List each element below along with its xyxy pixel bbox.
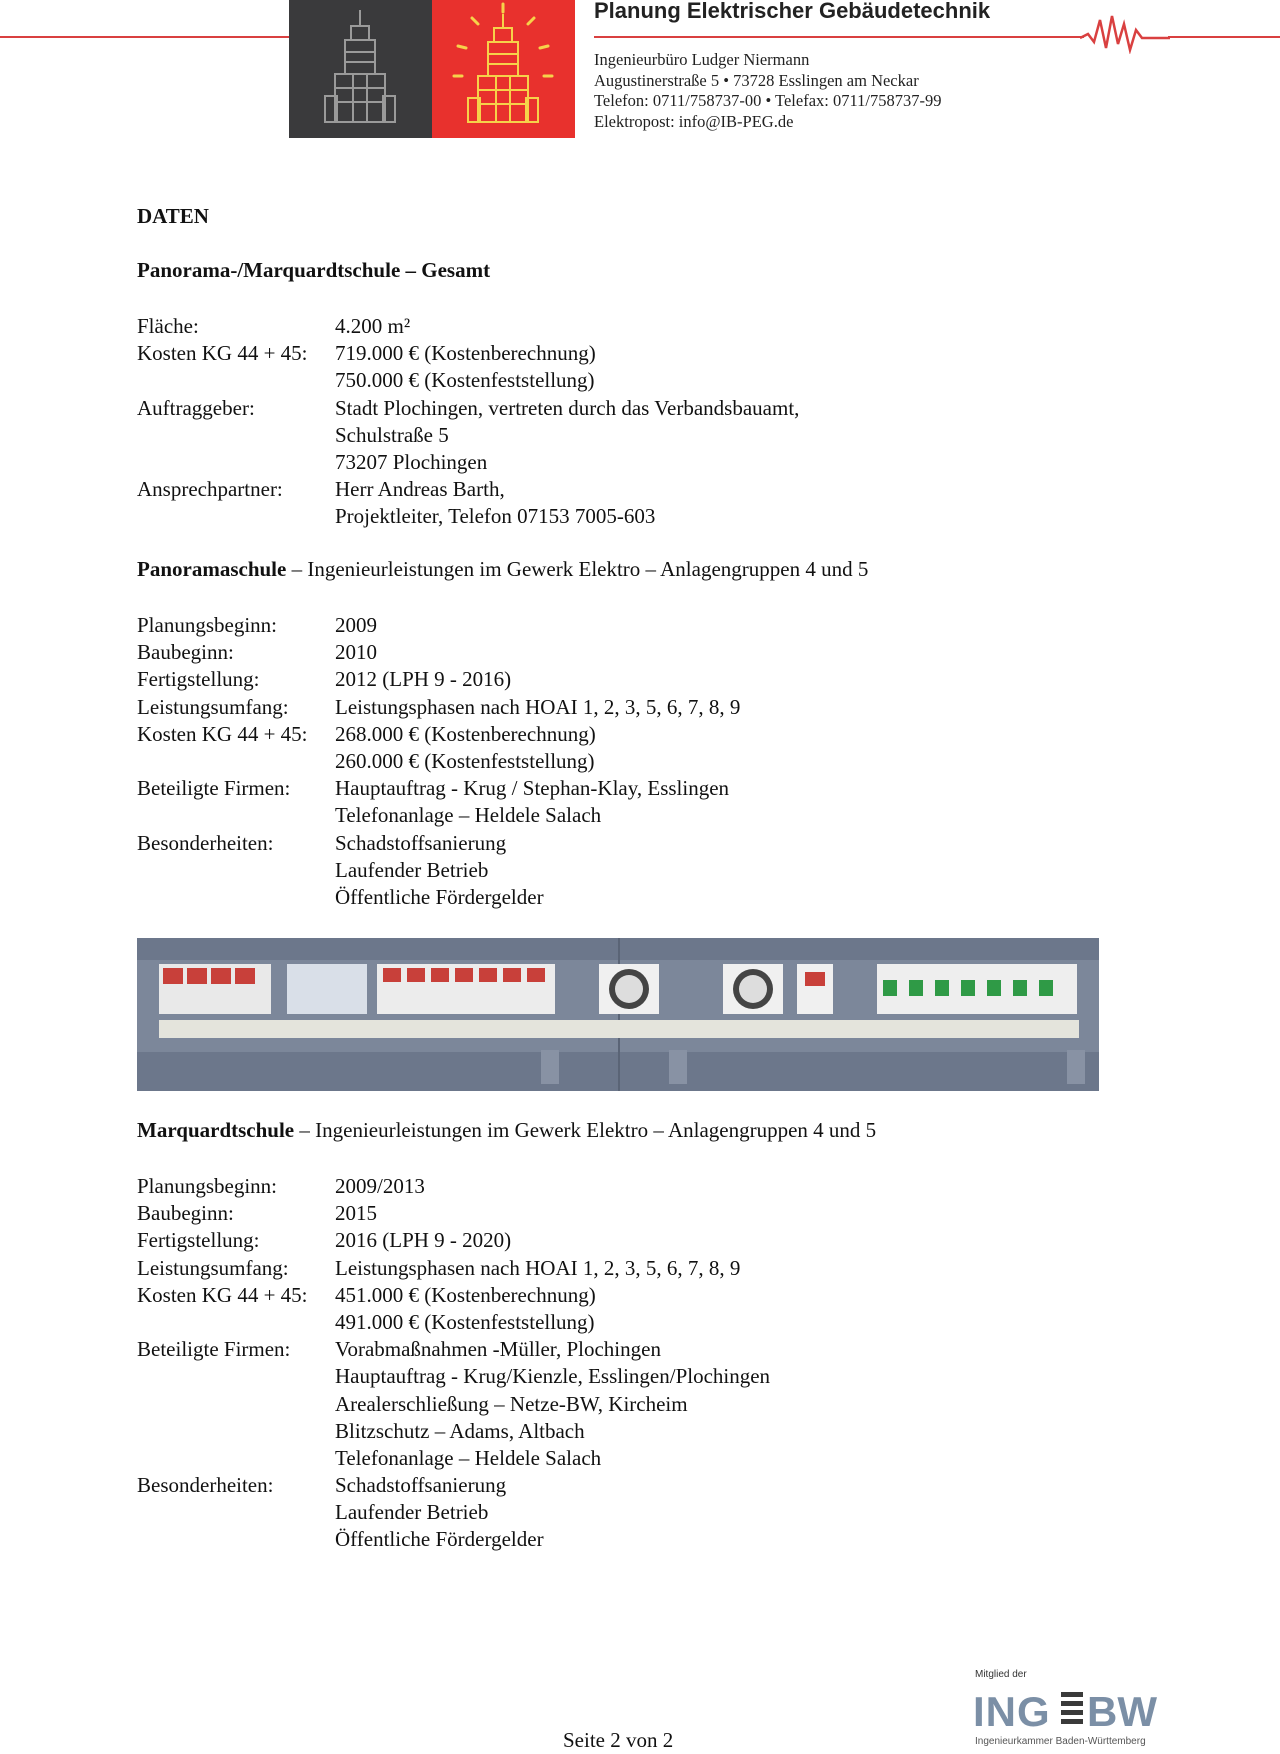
address-line: Telefon: 0711/758737-00 • Telefax: 0711/758737-99 xyxy=(594,91,942,110)
row-value: Telefonanlage – Heldele Salach xyxy=(335,1445,602,1470)
data-row xyxy=(137,612,1137,639)
row-value: 491.000 € (Kostenfeststellung) xyxy=(335,1309,595,1334)
row-value: Leistungsphasen nach HOAI 1, 2, 3, 5, 6, 7, 8, 9 xyxy=(335,694,741,719)
row-value: Öffentliche Fördergelder xyxy=(335,1527,544,1552)
data-row xyxy=(137,857,1137,884)
header-rule-right xyxy=(594,36,1084,38)
address-line: Elektropost: info@IB-PEG.de xyxy=(594,111,794,131)
data-row xyxy=(137,1445,1137,1472)
row-label: Auftraggeber: xyxy=(137,395,255,420)
svg-text:BW: BW xyxy=(1087,1688,1157,1735)
row-label: Beteiligte Firmen: xyxy=(137,1337,291,1362)
page-title: DATEN xyxy=(137,204,209,228)
address-line: Augustinerstraße 5 • 73728 Esslingen am Neckar xyxy=(594,70,919,90)
member-label: Mitglied der xyxy=(975,1669,1027,1680)
skyscraper-dark-icon xyxy=(289,0,432,138)
overall-data xyxy=(137,313,1137,531)
data-row xyxy=(137,1309,1137,1336)
data-row xyxy=(137,367,1137,394)
row-value: Öffentliche Fördergelder xyxy=(335,884,544,909)
row-value: 2009/2013 xyxy=(335,1174,425,1198)
row-label: Planungsbeginn: xyxy=(137,1174,277,1198)
data-row xyxy=(137,449,1137,476)
row-label: Fertigstellung: xyxy=(137,667,260,692)
marquardt-subtitle: – Ingenieurleistungen im Gewerk Elektro – Anlagengruppen 4 und 5 xyxy=(294,1118,877,1142)
panorama-heading xyxy=(137,557,868,582)
address-line: Ingenieurbüro Ludger Niermann xyxy=(594,50,810,69)
row-value: 2015 xyxy=(335,1201,377,1226)
row-value: Schulstraße 5 xyxy=(335,422,449,447)
row-value: 4.200 m² xyxy=(335,314,411,338)
data-row xyxy=(137,1472,1137,1499)
marquardt-data xyxy=(137,1173,1137,1554)
row-value: Laufender Betrieb xyxy=(335,857,489,882)
row-value: Schadstoffsanierung xyxy=(335,1473,507,1498)
header-rule-far-right xyxy=(1168,36,1280,38)
data-row xyxy=(137,694,1137,721)
marquardt-name: Marquardtschule xyxy=(137,1118,295,1142)
company-address xyxy=(594,50,941,132)
row-value: Laufender Betrieb xyxy=(335,1500,489,1525)
header-rule-left xyxy=(0,36,289,38)
logo-red-panel xyxy=(432,0,575,138)
logo-dark-panel xyxy=(289,0,432,138)
row-label: Kosten KG 44 + 45: xyxy=(137,341,308,366)
data-row xyxy=(137,1255,1137,1282)
data-row xyxy=(137,802,1137,829)
panorama-data xyxy=(137,612,1137,911)
svg-text:ING: ING xyxy=(973,1688,1051,1735)
row-value: 2010 xyxy=(335,640,377,665)
ingbw-logo-icon xyxy=(973,1684,1163,1736)
data-row xyxy=(137,313,1137,340)
distribution-board-image xyxy=(137,938,1099,1091)
data-row xyxy=(137,721,1137,748)
row-value: 260.000 € (Kostenfeststellung) xyxy=(335,748,595,773)
data-row xyxy=(137,1336,1137,1363)
panorama-subtitle: – Ingenieurleistungen im Gewerk Elektro – Anlagengruppen 4 und 5 xyxy=(286,557,869,581)
row-value: 268.000 € (Kostenberechnung) xyxy=(335,721,596,746)
data-row xyxy=(137,830,1137,857)
row-value: Projektleiter, Telefon 07153 7005-603 xyxy=(335,504,656,529)
data-row xyxy=(137,1526,1137,1553)
row-label: Besonderheiten: xyxy=(137,1473,274,1498)
row-value: Hauptauftrag - Krug/Kienzle, Esslingen/Plochingen xyxy=(335,1364,771,1389)
row-value: Telefonanlage – Heldele Salach xyxy=(335,803,602,828)
row-value: 719.000 € (Kostenberechnung) xyxy=(335,341,596,366)
data-row xyxy=(137,1499,1137,1526)
data-row xyxy=(137,1391,1137,1418)
data-row xyxy=(137,476,1137,503)
row-label: Baubeginn: xyxy=(137,1201,234,1226)
skyscraper-lit-icon xyxy=(432,0,575,138)
data-row xyxy=(137,1418,1137,1445)
row-label: Fertigstellung: xyxy=(137,1228,260,1253)
row-label: Planungsbeginn: xyxy=(137,613,277,637)
data-row xyxy=(137,1282,1137,1309)
company-brand: Planung Elektrischer Gebäudetechnik xyxy=(594,0,991,23)
page-number: Seite 2 von 2 xyxy=(563,1728,674,1752)
data-row xyxy=(137,1200,1137,1227)
row-label: Kosten KG 44 + 45: xyxy=(137,1282,308,1307)
panorama-name: Panoramaschule xyxy=(137,557,287,581)
row-label: Besonderheiten: xyxy=(137,830,274,855)
data-row xyxy=(137,422,1137,449)
row-value: Schadstoffsanierung xyxy=(335,830,507,855)
row-label: Baubeginn: xyxy=(137,640,234,665)
marquardt-heading xyxy=(137,1118,876,1143)
row-label: Ansprechpartner: xyxy=(137,477,283,502)
overall-heading: Panorama-/Marquardtschule – Gesamt xyxy=(137,258,491,282)
distribution-board-photo xyxy=(137,938,1099,1091)
row-value: Blitzschutz – Adams, Altbach xyxy=(335,1418,585,1443)
row-label: Leistungsumfang: xyxy=(137,1255,289,1280)
data-row xyxy=(137,1173,1137,1200)
row-value: Hauptauftrag - Krug / Stephan-Klay, Esslingen xyxy=(335,776,730,801)
data-row xyxy=(137,775,1137,802)
member-org: Ingenieurkammer Baden-Württemberg xyxy=(975,1736,1146,1747)
data-row xyxy=(137,666,1137,693)
row-label: Kosten KG 44 + 45: xyxy=(137,721,308,746)
row-value: Vorabmaßnahmen -Müller, Plochingen xyxy=(335,1337,661,1362)
data-row xyxy=(137,395,1137,422)
row-value: Arealerschließung – Netze-BW, Kircheim xyxy=(335,1391,688,1416)
row-value: 73207 Plochingen xyxy=(335,449,488,474)
row-value: Stadt Plochingen, vertreten durch das Verbandsbauamt, xyxy=(335,395,800,420)
data-row xyxy=(137,1363,1137,1390)
row-value: 2009 xyxy=(335,613,377,637)
row-value: 2016 (LPH 9 - 2020) xyxy=(335,1228,512,1253)
row-value: 2012 (LPH 9 - 2016) xyxy=(335,667,512,692)
row-value: 750.000 € (Kostenfeststellung) xyxy=(335,368,595,393)
row-label: Fläche: xyxy=(137,314,199,338)
row-value: Herr Andreas Barth, xyxy=(335,477,505,502)
row-label: Beteiligte Firmen: xyxy=(137,776,291,801)
pulse-line-icon xyxy=(1080,4,1170,54)
data-row xyxy=(137,503,1137,530)
row-value: Leistungsphasen nach HOAI 1, 2, 3, 5, 6, 7, 8, 9 xyxy=(335,1255,741,1280)
data-row xyxy=(137,748,1137,775)
row-label: Leistungsumfang: xyxy=(137,694,289,719)
data-row xyxy=(137,884,1137,911)
row-value: 451.000 € (Kostenberechnung) xyxy=(335,1282,596,1307)
data-row xyxy=(137,1227,1137,1254)
data-row xyxy=(137,340,1137,367)
data-row xyxy=(137,639,1137,666)
